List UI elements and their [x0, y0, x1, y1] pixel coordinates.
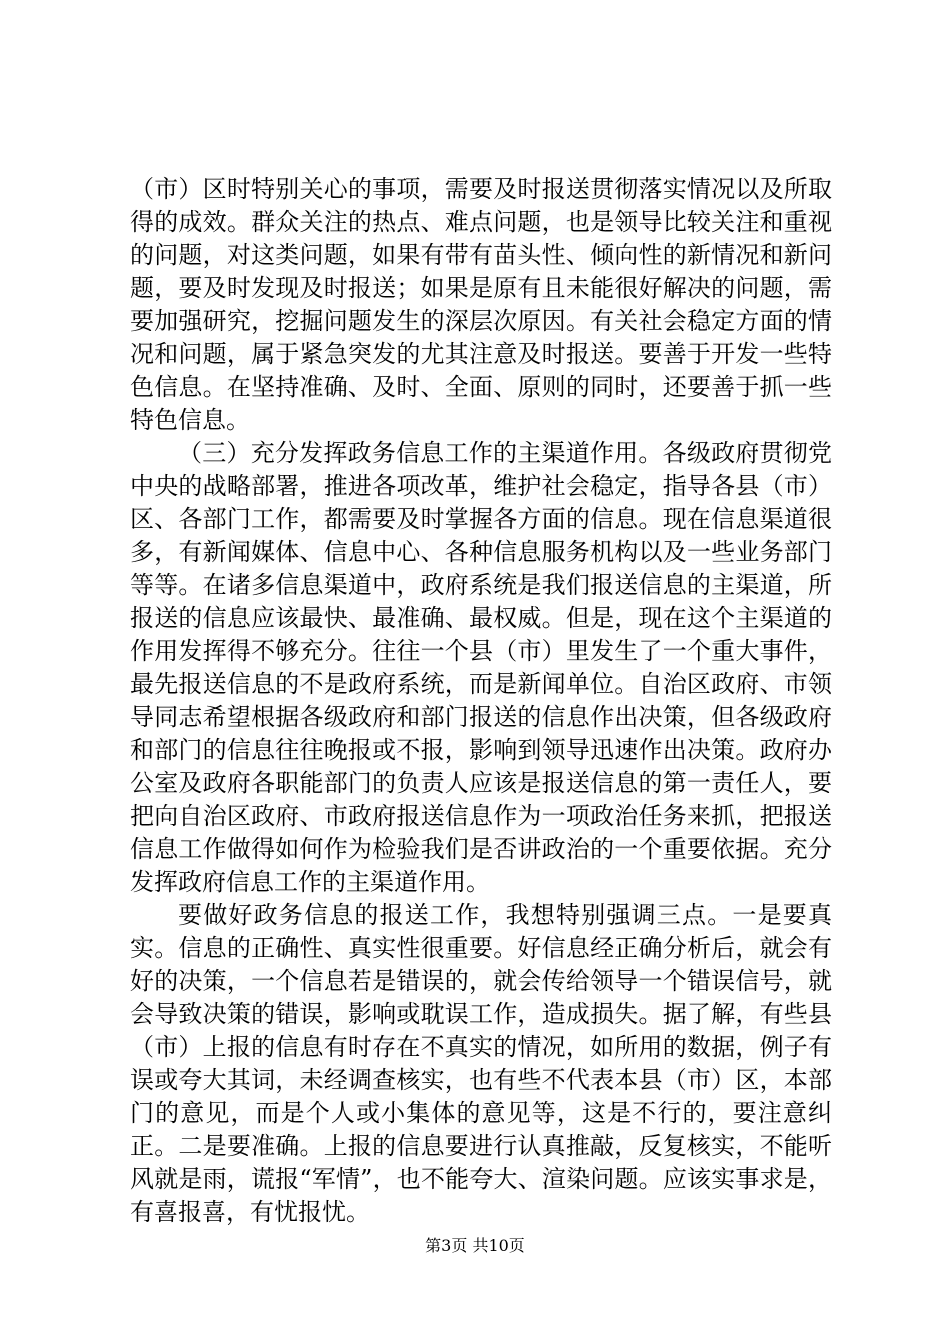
page-number-footer: 第3页 共10页: [425, 1236, 525, 1255]
paragraph-continuation: （市）区时特别关心的事项，需要及时报送贯彻落实情况以及所取得的成效。群众关注的热点、难点问题，也是领导比较关注和重视的问题，对这类问题，如果有带有苗头性、倾向性的新情况和新问题，要及时发现及时报送；如果是原有且未能很好解决的问题，需要加强研究，挖掘问题发生的深层次原因。有关社会稳定方面的情况和问题，属于紧急突发的尤其注意及时报送。要善于开发一些特色信息。在坚持准确、及时、全面、原则的同时，还要善于抓一些特色信息。: [130, 175, 832, 434]
paragraph-main-channel: （三）充分发挥政务信息工作的主渠道作用。各级政府贯彻党中央的战略部署，推进各项改革，维护社会稳定，指导各县（市）区、各部门工作，都需要及时掌握各方面的信息。现在信息渠道很多，有新闻媒体、信息中心、各种信息服务机构以及一些业务部门等等。在诸多信息渠道中，政府系统是我们报送信息的主渠道，所报送的信息应该最快、最准确、最权威。但是，现在这个主渠道的作用发挥得不够充分。往往一个县（市）里发生了一个重大事件，最先报送信息的不是政府系统，而是新闻单位。自治区政府、市领导同志希望根据各级政府和部门报送的信息作出决策，但各级政府和部门的信息往往晚报或不报，影响到领导迅速作出决策。政府办公室及政府各职能部门的负责人应该是报送信息的第一责任人，要把向自治区政府、市政府报送信息作为一项政治任务来抓，把报送信息工作做得如何作为检验我们是否讲政治的一个重要依据。充分发挥政府信息工作的主渠道作用。: [130, 439, 832, 896]
paragraph-reporting-points: 要做好政务信息的报送工作，我想特别强调三点。一是要真实。信息的正确性、真实性很重要。好信息经正确分析后，就会有好的决策，一个信息若是错误的，就会传给领导一个错误信号，就会导致决策的错误，影响或耽误工作，造成损失。据了解，有些县（市）上报的信息有时存在不真实的情况，如所用的数据，例子有误或夸大其词，未经调查核实，也有些不代表本县（市）区，本部门的意见，而是个人或小集体的意见等，这是不行的，要注意纠正。二是要准确。上报的信息要进行认真推敲，反复核实，不能听风就是雨，谎报“军情”，也不能夸大、渲染问题。应该实事求是，有喜报喜，有忧报忧。: [130, 901, 832, 1226]
document-body: [130, 173, 832, 1229]
